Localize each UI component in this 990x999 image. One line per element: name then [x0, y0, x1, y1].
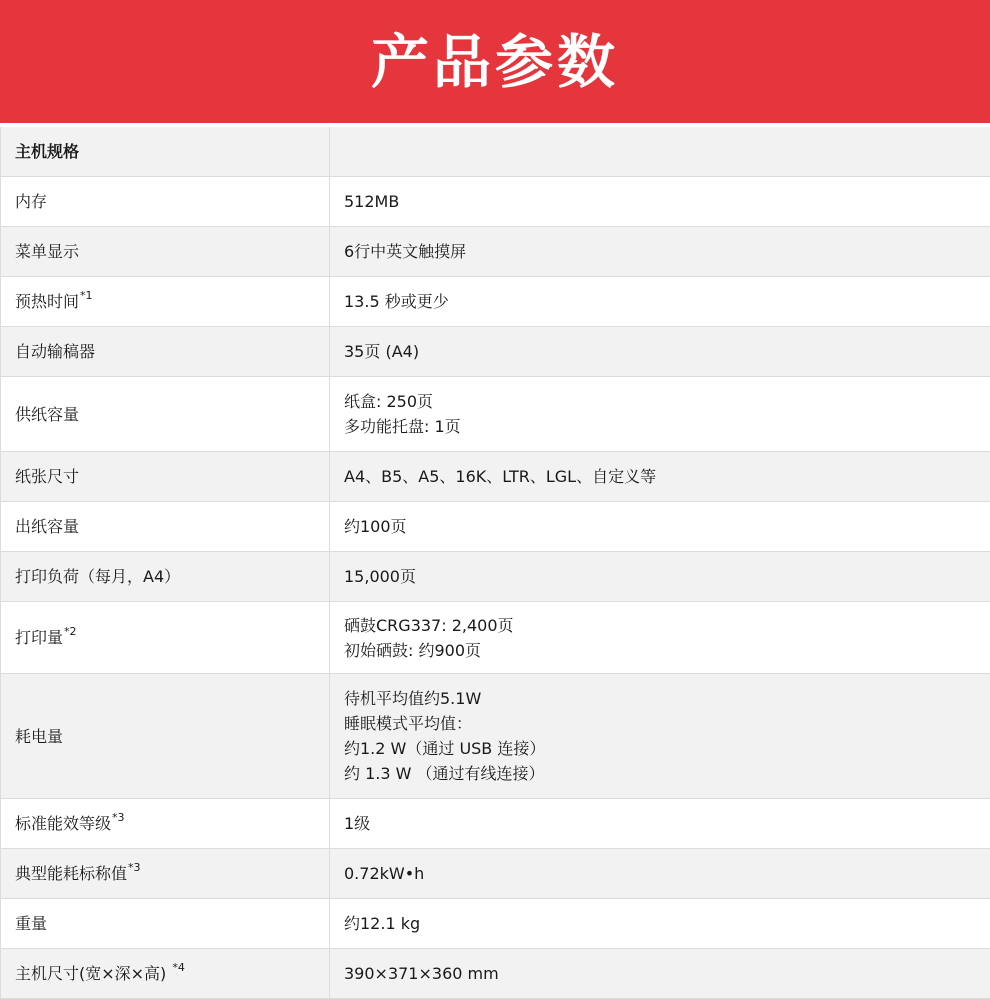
row-value: 15,000页	[344, 567, 416, 586]
row-label: 打印量$^{*2}$	[0, 602, 330, 673]
row-label: 打印负荷（每月，A4）	[0, 552, 330, 601]
footnote-mark: *4	[172, 961, 185, 974]
table-row	[0, 327, 990, 377]
table-row	[0, 899, 990, 949]
row-value: 13.5 秒或更少	[344, 292, 449, 311]
row-value: 390×371×360 mm	[344, 964, 499, 983]
table-row	[0, 502, 990, 552]
row-value: 6行中英文触摸屏	[344, 242, 467, 261]
header-banner	[0, 0, 990, 123]
footnote-mark: *3	[128, 861, 141, 874]
footnote-mark: *2	[64, 625, 77, 638]
page-title: 产品参数	[370, 27, 619, 96]
table-row	[0, 602, 990, 674]
row-label: 纸张尺寸	[0, 452, 330, 501]
section-title-value	[330, 127, 990, 176]
row-label: 标准能效等级$^{*3}$	[0, 799, 330, 848]
table-header-row	[0, 127, 990, 177]
table-row	[0, 177, 990, 227]
table-row	[0, 799, 990, 849]
row-value: A4、B5、A5、16K、LTR、LGL、自定义等	[344, 467, 657, 486]
row-label: 供纸容量	[0, 377, 330, 451]
row-label: 主机尺寸(宽×深×高) $^{*4}$	[0, 949, 330, 998]
row-label: 出纸容量	[0, 502, 330, 551]
table-row	[0, 949, 990, 999]
footnote-mark: *3	[112, 811, 125, 824]
row-value: 待机平均值约5.1W 睡眠模式平均值： 约1.2 W（通过 USB 连接） 约 1.3 W （通过有线连接）	[344, 689, 546, 783]
row-label: 菜单显示	[0, 227, 330, 276]
table-row	[0, 377, 990, 452]
spec-table	[0, 123, 990, 999]
section-title: 主机规格	[0, 127, 330, 176]
row-value: 512MB	[344, 192, 400, 211]
row-value: 纸盒: 250页 多功能托盘: 1页	[344, 392, 461, 436]
table-row	[0, 849, 990, 899]
row-value: 约12.1 kg	[344, 914, 421, 933]
row-value: 35页 (A4)	[344, 342, 420, 361]
row-label: 预热时间$^{*1}$	[0, 277, 330, 326]
row-value: 0.72kW•h	[344, 864, 425, 883]
row-label: 重量	[0, 899, 330, 948]
table-row	[0, 277, 990, 327]
row-label: 耗电量	[0, 674, 330, 798]
table-row	[0, 552, 990, 602]
table-row	[0, 227, 990, 277]
row-value: 约100页	[344, 517, 407, 536]
footnote-mark: *1	[80, 289, 93, 302]
row-label: 典型能耗标称值$^{*3}$	[0, 849, 330, 898]
row-label: 内存	[0, 177, 330, 226]
row-value: 硒鼓CRG337: 2,400页 初始硒鼓: 约900页	[344, 615, 514, 660]
row-label: 自动输稿器	[0, 327, 330, 376]
row-value: 1级	[344, 814, 371, 833]
table-row	[0, 452, 990, 502]
table-row	[0, 674, 990, 799]
